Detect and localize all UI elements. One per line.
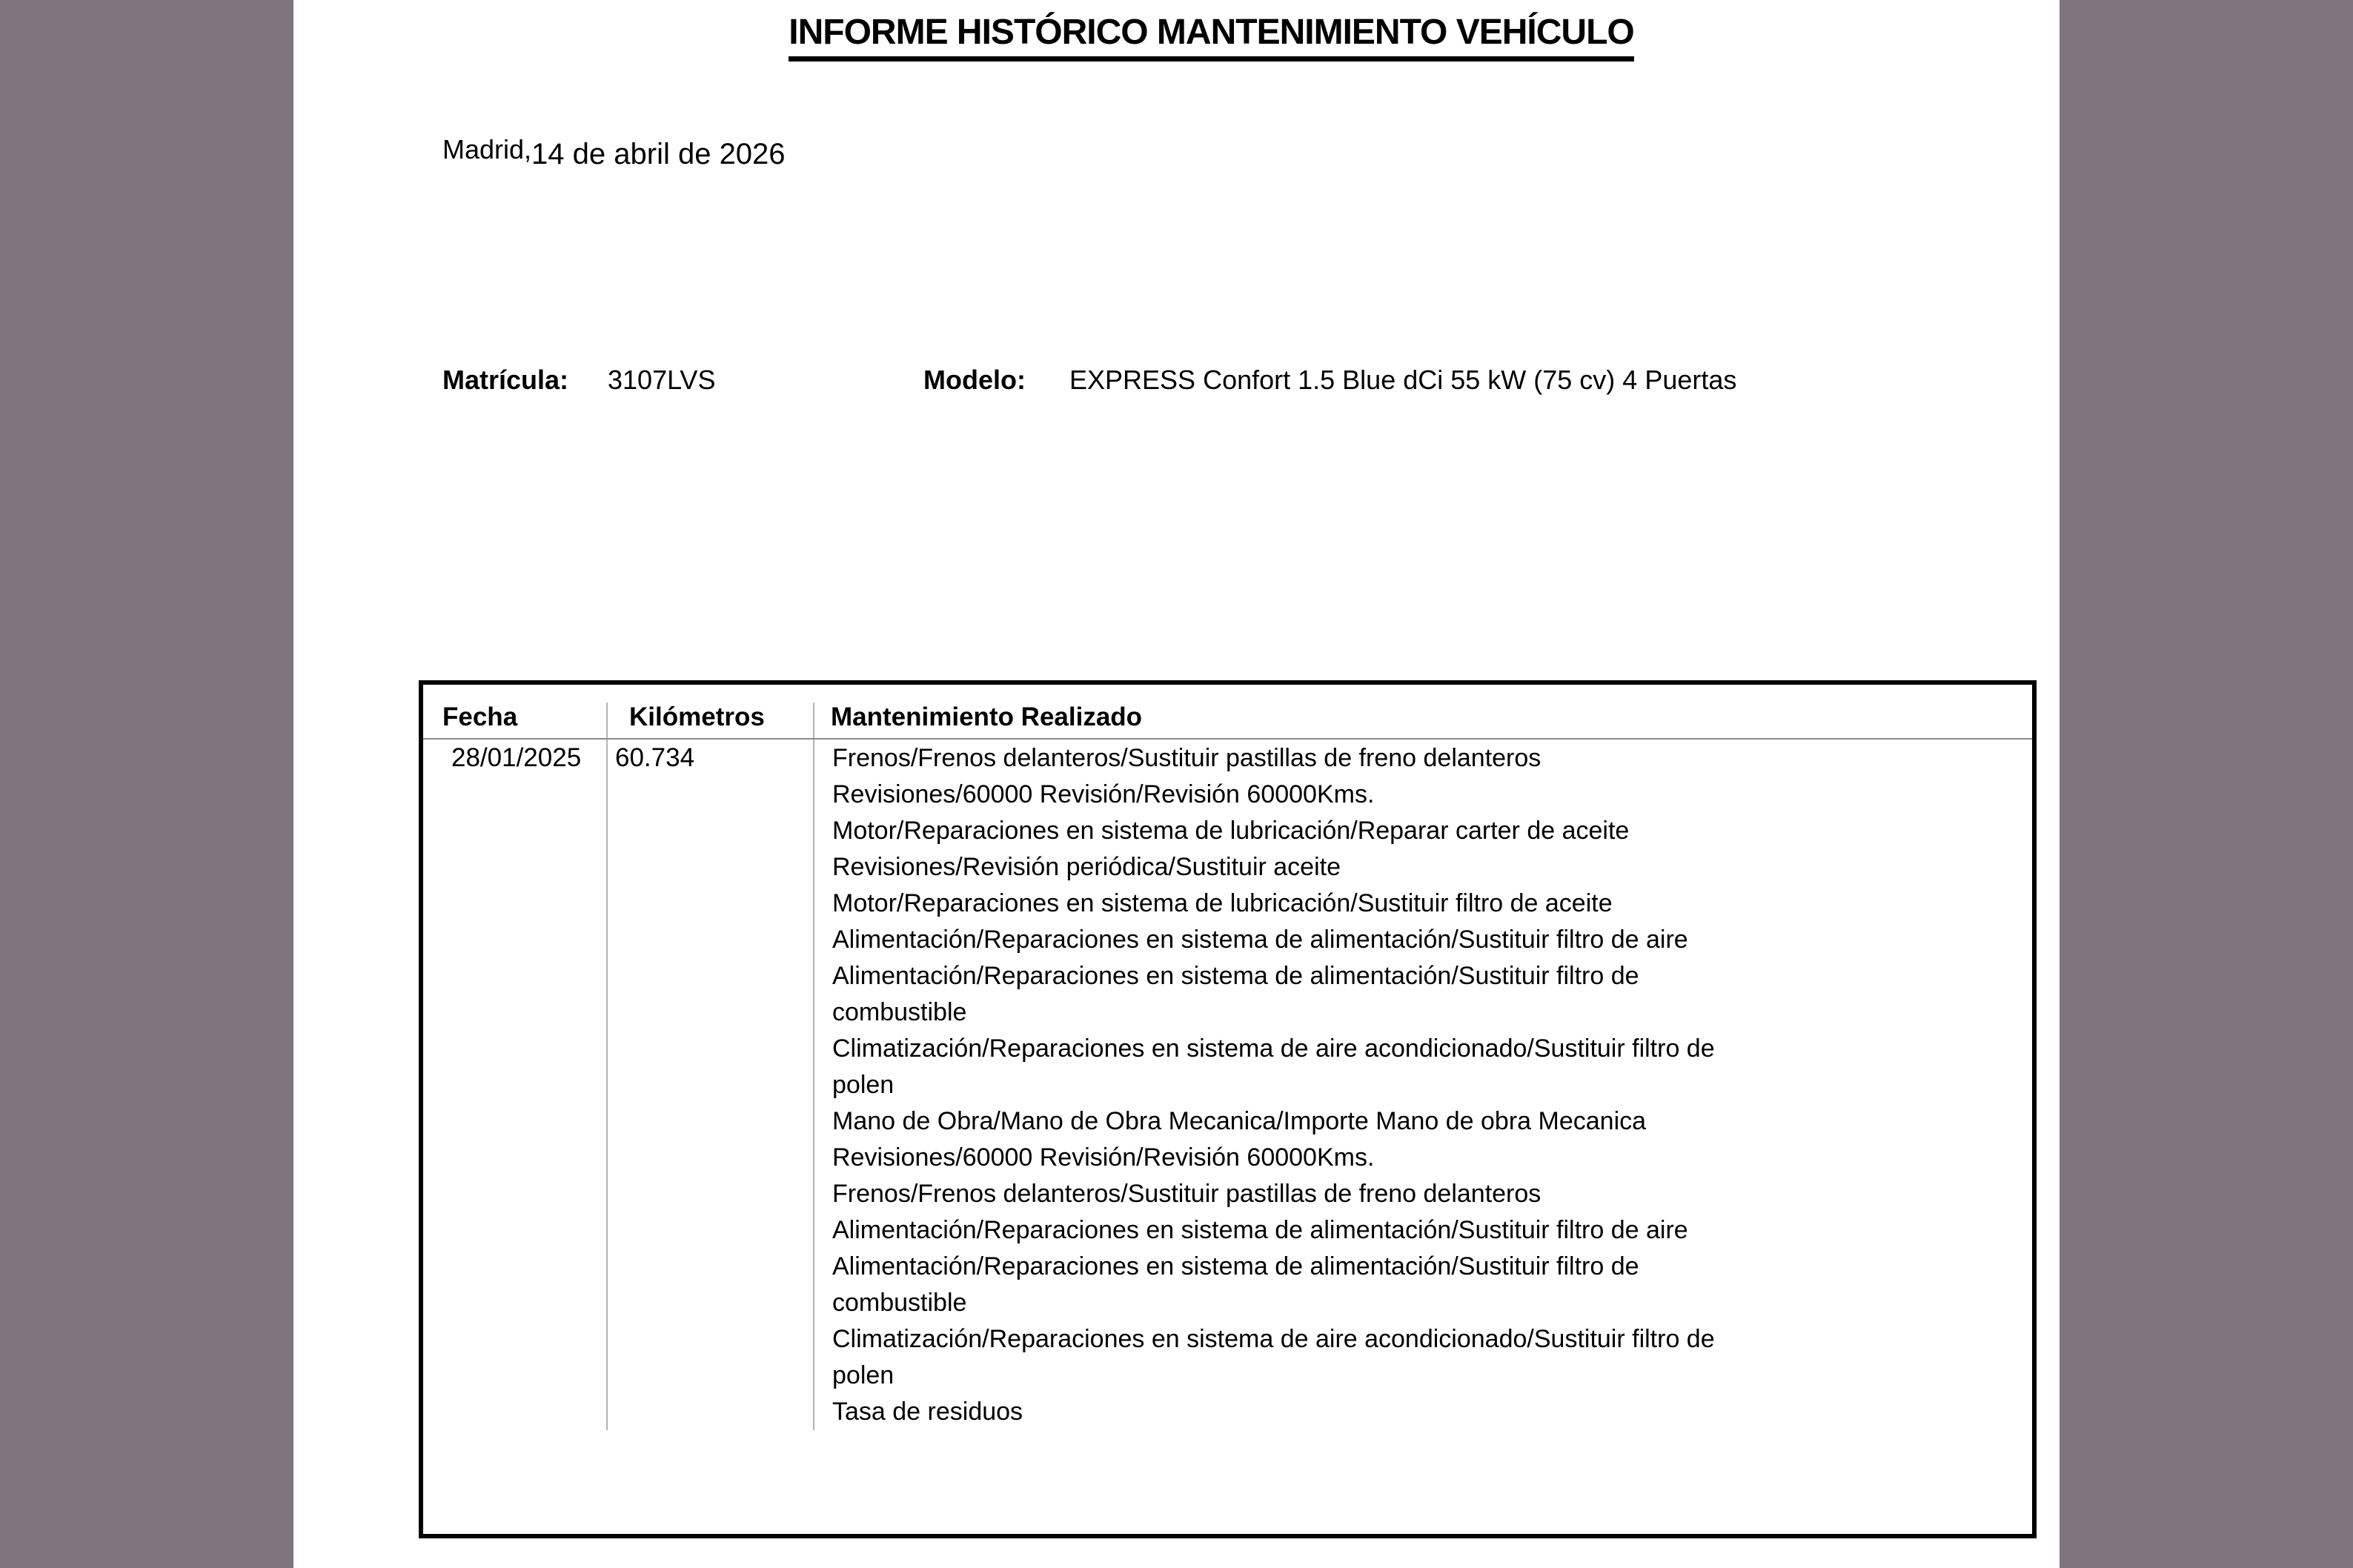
maintenance-line: Alimentación/Reparaciones en sistema de alimentación/Sustituir filtro de	[832, 962, 1639, 990]
dateline-city: Madrid,	[442, 134, 532, 165]
maintenance-line: polen	[832, 1361, 895, 1389]
maintenance-line: polen	[832, 1071, 895, 1099]
maintenance-line: Revisiones/60000 Revisión/Revisión 60000Kms.	[832, 780, 1375, 808]
modelo-label: Modelo:	[923, 365, 1026, 395]
maintenance-line: combustible	[832, 1289, 967, 1317]
dateline	[442, 134, 786, 171]
document-page	[293, 0, 2060, 1568]
header-kilometros: Kilómetros	[608, 702, 814, 738]
cell-fecha: 28/01/2025	[423, 740, 608, 1430]
maintenance-line: Revisiones/60000 Revisión/Revisión 60000Kms.	[832, 1143, 1375, 1172]
header-fecha: Fecha	[423, 702, 608, 738]
maintenance-line: combustible	[832, 998, 967, 1026]
modelo-value: EXPRESS Confort 1.5 Blue dCi 55 kW (75 cv) 4 Puertas	[1069, 365, 1737, 395]
maintenance-line: Frenos/Frenos delanteros/Sustituir pastillas de freno delanteros	[832, 1180, 1541, 1208]
maintenance-line: Alimentación/Reparaciones en sistema de alimentación/Sustituir filtro de aire	[832, 926, 1688, 954]
dateline-date: 14 de abril de 2026	[531, 138, 786, 170]
title-row	[293, 12, 2060, 62]
maintenance-line: Motor/Reparaciones en sistema de lubricación/Sustituir filtro de aceite	[832, 889, 1613, 917]
cell-kilometros: 60.734	[608, 740, 814, 1430]
matricula-value: 3107LVS	[608, 365, 716, 395]
maintenance-line: Tasa de residuos	[832, 1398, 1023, 1426]
maintenance-history-table	[419, 680, 2037, 1538]
maintenance-line: Alimentación/Reparaciones en sistema de alimentación/Sustituir filtro de aire	[832, 1216, 1688, 1244]
maintenance-line: Motor/Reparaciones en sistema de lubricación/Reparar carter de aceite	[832, 817, 1630, 845]
maintenance-line: Mano de Obra/Mano de Obra Mecanica/Importe Mano de obra Mecanica	[832, 1107, 1647, 1135]
page-title: INFORME HISTÓRICO MANTENIMIENTO VEHÍCULO	[789, 12, 1633, 62]
matricula-label: Matrícula:	[442, 365, 569, 395]
maintenance-line: Alimentación/Reparaciones en sistema de alimentación/Sustituir filtro de	[832, 1252, 1639, 1280]
cell-maintenance-list	[814, 740, 2032, 1430]
maintenance-line: Climatización/Reparaciones en sistema de aire acondicionado/Sustituir filtro de	[832, 1034, 1715, 1063]
maintenance-line: Revisiones/Revisión periódica/Sustituir aceite	[832, 853, 1341, 881]
maintenance-line: Frenos/Frenos delanteros/Sustituir pastillas de freno delanteros	[832, 744, 1541, 772]
header-mantenimiento: Mantenimiento Realizado	[831, 702, 1143, 731]
table-row	[423, 740, 2032, 1430]
table-header-row	[423, 685, 2032, 740]
maintenance-line: Climatización/Reparaciones en sistema de aire acondicionado/Sustituir filtro de	[832, 1325, 1715, 1353]
